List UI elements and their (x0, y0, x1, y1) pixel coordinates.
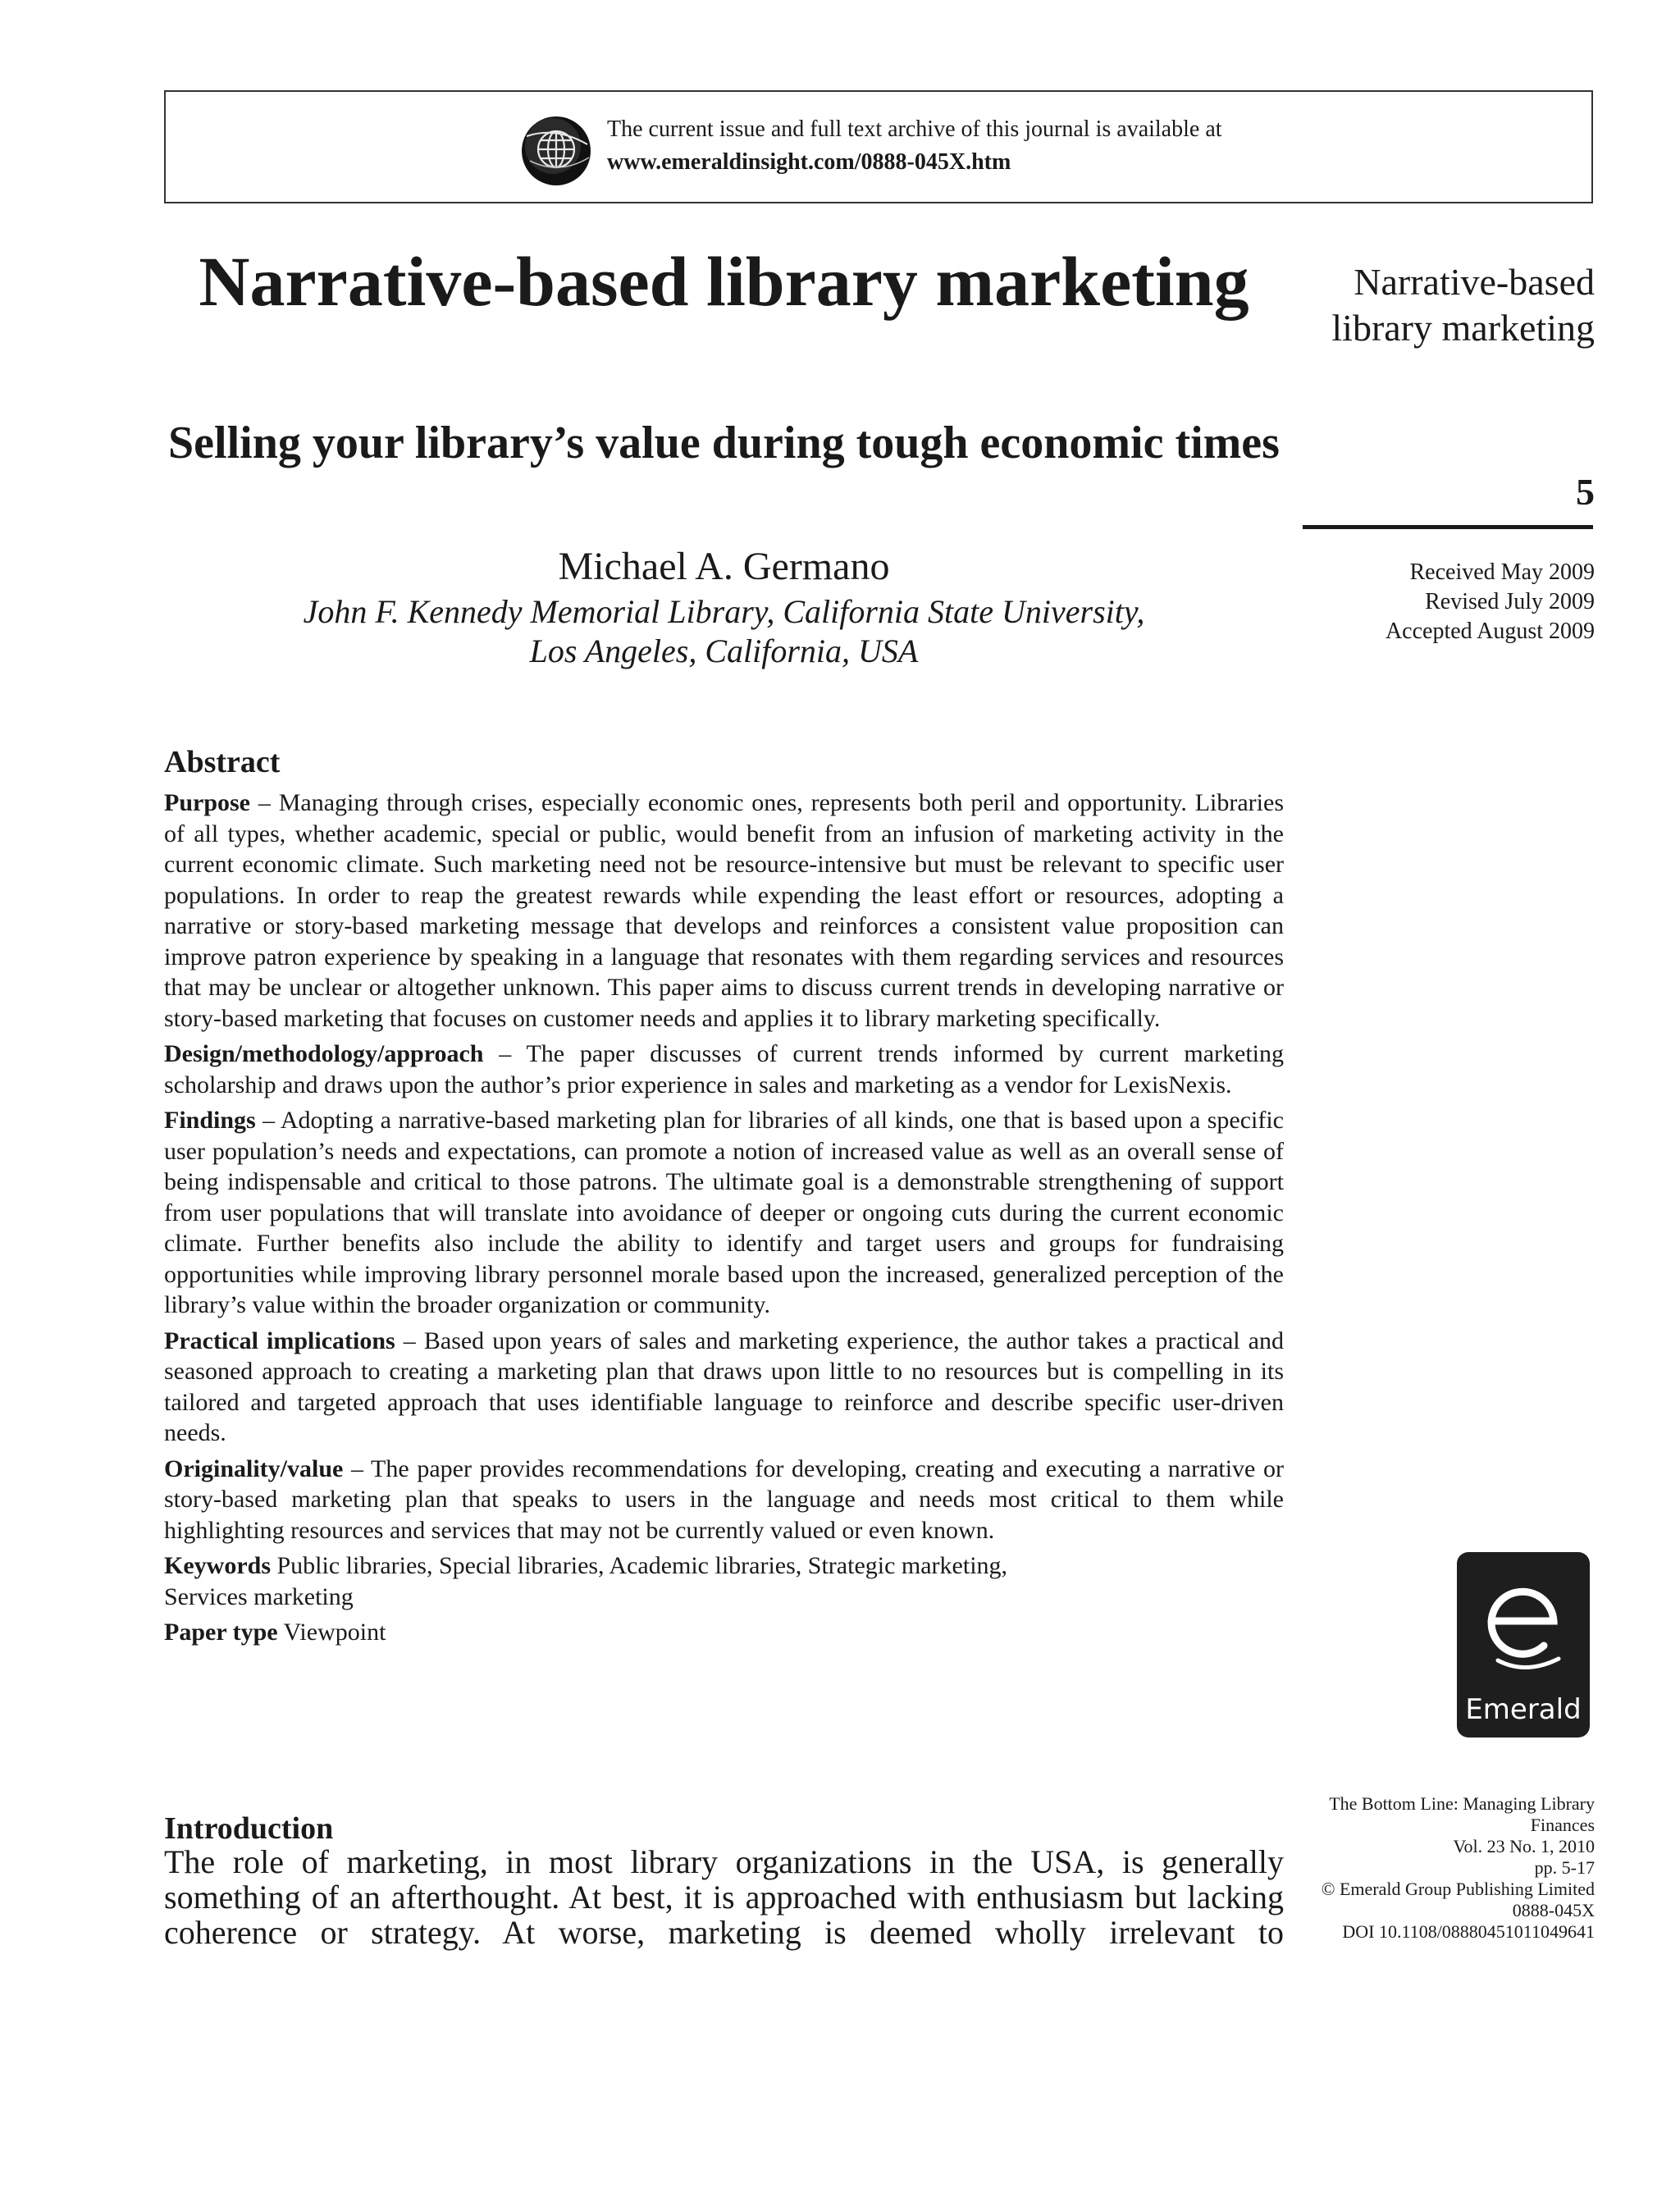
article-subtitle: Selling your library’s value during tough economic times (168, 418, 1280, 468)
margin-divider (1303, 525, 1593, 529)
abstract-design (164, 1039, 1284, 1100)
revised-date: Revised July 2009 (1425, 589, 1595, 614)
journal-volume: Vol. 23 No. 1, 2010 (1453, 1836, 1595, 1856)
abstract-purpose (164, 788, 1284, 1034)
abstract-paper-type (164, 1617, 1284, 1648)
emerald-wordmark: Emerald (1465, 1693, 1582, 1726)
originality-label: Originality/value (164, 1454, 344, 1482)
design-label: Design/methodology/approach (164, 1040, 484, 1067)
originality-text: – The paper provides recommendations for developing, creating and executing a narrative or story-based marketing plan that speaks to users in the language and needs most critical to them while highlighting resources and services that may not be currently valued or even known. (164, 1454, 1284, 1544)
running-title: Narrative-based library marketing (1331, 261, 1595, 349)
submission-history (1267, 558, 1595, 646)
affiliation-line-1: John F. Kennedy Memorial Library, California State University, (303, 593, 1145, 630)
received-date: Received May 2009 (1409, 559, 1595, 585)
keywords-line-2: Services marketing (164, 1582, 354, 1610)
journal-name-line-1: The Bottom Line: Managing Library (1329, 1793, 1595, 1814)
findings-text: – Adopting a narrative-based marketing plan for libraries of all kinds, one that is based upon a specific user population’s needs and expectations, can promote a notion of increased value as well as an overall sense of being indispensable and critical to those patrons. The ultimate goal is a demonstrable strengthening of support from user populations that will translate into avoidance of deeper or ongoing cuts during the current economic climate. Further benefits also include the ability to identify and target users and groups for fundraising opportunities while improving library personnel morale based upon the increased, generalized perception of the library’s value within the broader organization or community. (164, 1107, 1284, 1318)
journal-url-link[interactable]: www.emeraldinsight.com/0888-045X.htm (607, 149, 1011, 175)
purpose-label: Purpose (164, 789, 250, 816)
journal-copyright: © Emerald Group Publishing Limited (1321, 1879, 1595, 1899)
archive-notice: The current issue and full text archive of this journal is available at (607, 116, 1222, 142)
author-affiliation (164, 592, 1284, 671)
findings-label: Findings (164, 1107, 256, 1134)
journal-doi: DOI 10.1108/08880451011049641 (1342, 1921, 1595, 1942)
journal-citation (1234, 1793, 1595, 1943)
introduction-text: The role of marketing, in most library organizations in the USA, is generally something of an afterthought. At best, it is approached with enthusiasm but lacking coherence or strategy. At worse, marketing is deemed wholly irrelevant to (164, 1843, 1284, 1951)
journal-issn: 0888-045X (1512, 1900, 1595, 1920)
emerald-logo (1457, 1552, 1590, 1738)
practical-label: Practical implications (164, 1327, 395, 1354)
page-number: 5 (1576, 471, 1595, 513)
article-title: Narrative-based library marketing (199, 242, 1249, 321)
abstract-keywords (164, 1550, 1284, 1612)
keywords-label: Keywords (164, 1552, 271, 1579)
introduction-heading: Introduction (164, 1811, 334, 1846)
accepted-date: Accepted August 2009 (1385, 619, 1595, 644)
author-name: Michael A. Germano (558, 545, 890, 588)
abstract-originality (164, 1454, 1284, 1546)
paper-type-text: Viewpoint (277, 1619, 386, 1646)
abstract-practical (164, 1326, 1284, 1449)
purpose-text: – Managing through crises, especially economic ones, represents both peril and opportunity. Libraries of all types, whether academic, special or public, would benefit from an infusion of marketing activity in the current economic climate. Such marketing need not be resource-intensive but must be relevant to specific user populations. In order to reap the greatest rewards while expending the least effort or resources, adopting a narrative or story-based marketing message that develops and reinforces a consistent value proposition can improve patron experience by speaking in a language that resonates with them regarding services and resources that may be unclear or altogether unknown. This paper aims to discuss current trends in developing narrative or story-based marketing that focuses on customer needs and applies it to library marketing specifically. (164, 789, 1284, 1032)
abstract-findings (164, 1105, 1284, 1321)
journal-pages: pp. 5-17 (1534, 1857, 1595, 1878)
affiliation-line-2: Los Angeles, California, USA (529, 632, 919, 669)
emerald-e-icon (1473, 1570, 1573, 1677)
abstract-body (164, 788, 1284, 1653)
globe-icon (518, 112, 594, 187)
keywords-line-1: Public libraries, Special libraries, Academic libraries, Strategic marketing, (271, 1552, 1008, 1579)
journal-name-line-2: Finances (1530, 1815, 1595, 1835)
design-text: – The paper discusses of current trends informed by current marketing scholarship and draws upon the author’s prior experience in sales and marketing as a vendor for LexisNexis. (164, 1040, 1284, 1098)
practical-text: – Based upon years of sales and marketing experience, the author takes a practical and seasoned approach to creating a marketing plan that draws upon little to no resources but is compelling in its tailored and targeted approach that uses identifiable language to reinforce and describe specific user-driven needs. (164, 1327, 1284, 1446)
paper-type-label: Paper type (164, 1619, 278, 1646)
abstract-heading: Abstract (164, 745, 281, 779)
journal-availability-banner (164, 90, 1593, 203)
header-text (607, 113, 1222, 179)
